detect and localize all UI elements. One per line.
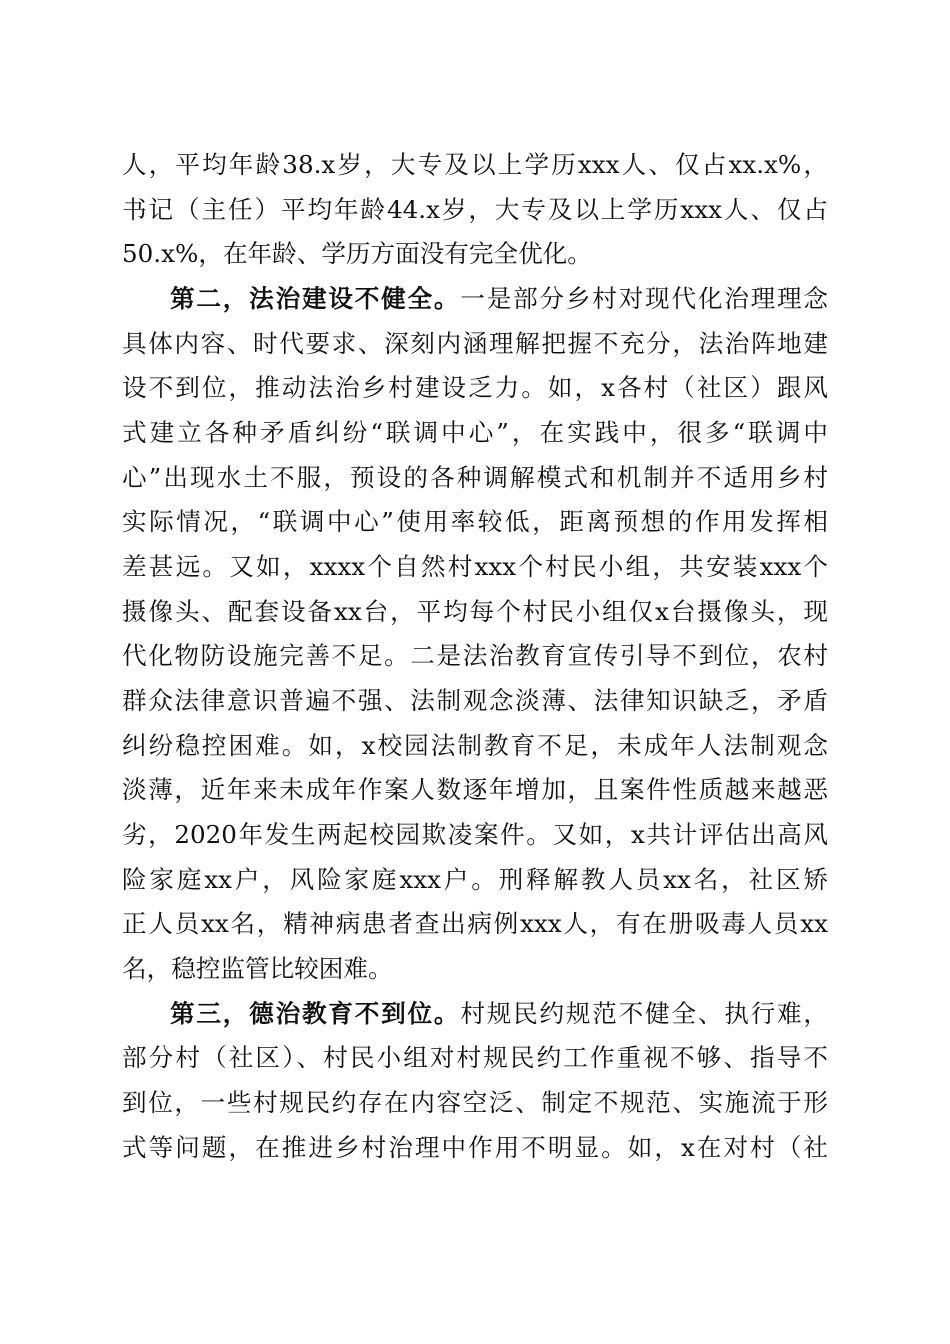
text-line: 式建立各种矛盾纠纷“联调中心”，在实践中，很多“联调中 (122, 418, 828, 447)
text-line: 书记（主任）平均年龄44.x岁，大专及以上学历xxx人、仅占 (122, 195, 828, 224)
text-line: 正人员xx名，精神病患者查出病例xxx人，有在册吸毒人员xx (122, 909, 828, 938)
paragraph-3-lead-text: 村规民约规范不健全、执行难， (460, 999, 828, 1028)
text-line: 心”出现水土不服，预设的各种调解模式和机制并不适用乡村 (122, 463, 828, 492)
paragraph-3-heading: 第三，德治教育不到位。 (170, 999, 461, 1028)
text-line: 代化物防设施完善不足。二是法治教育宣传引导不到位，农村 (122, 641, 828, 670)
text-line: 人，平均年龄38.x岁，大专及以上学历xxx人、仅占xx.x%， (122, 150, 828, 179)
text-line: 名，稳控监管比较困难。 (122, 954, 393, 983)
text-line: 实际情况，“联调中心”使用率较低，距离预想的作用发挥相 (122, 507, 828, 536)
paragraph-3-first-line (170, 999, 828, 1029)
text-line: 到位，一些村规民约存在内容空泛、制定不规范、实施流于形 (122, 1088, 828, 1117)
text-line: 50.x%，在年龄、学历方面没有完全优化。 (122, 239, 592, 268)
text-line: 群众法律意识普遍不强、法制观念淡薄、法律知识缺乏，矛盾 (122, 686, 828, 715)
text-line: 摄像头、配套设备xx台，平均每个村民小组仅x台摄像头，现 (122, 597, 828, 626)
text-line: 淡薄，近年来未成年作案人数逐年增加，且案件性质越来越恶 (122, 775, 828, 804)
text-line: 具体内容、时代要求、深刻内涵理解把握不充分，法治阵地建 (122, 329, 828, 358)
paragraph-2-first-line (170, 284, 828, 314)
text-line: 部分村（社区）、村民小组对村规民约工作重视不够、指导不 (122, 1043, 828, 1072)
text-line: 险家庭xx户，风险家庭xxx户。刑释解教人员xx名，社区矫 (122, 865, 828, 894)
text-line: 差甚远。又如，xxxx个自然村xxx个村民小组，共安装xxx个 (122, 552, 828, 581)
text-line: 式等问题，在推进乡村治理中作用不明显。如，x在对村（社 (122, 1133, 828, 1162)
paragraph-2-heading: 第二，法治建设不健全。 (170, 284, 461, 313)
text-line: 设不到位，推动法治乡村建设乏力。如，x各村（社区）跟风 (122, 373, 828, 402)
text-line: 劣，2020年发生两起校园欺凌案件。又如，x共计评估出高风 (122, 820, 828, 849)
paragraph-2-lead-text: 一是部分乡村对现代化治理理念 (460, 284, 828, 313)
text-line: 纠纷稳控困难。如，x校园法制教育不足，未成年人法制观念 (122, 731, 828, 760)
